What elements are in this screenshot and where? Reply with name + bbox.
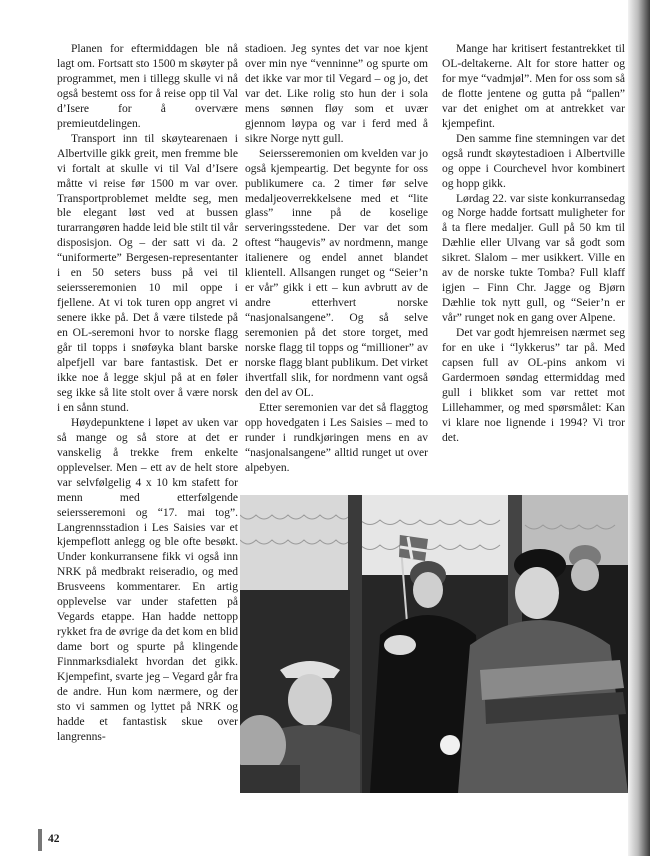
page-number-marker bbox=[38, 829, 42, 851]
paragraph: Transport inn til skøytearenaen i Albertville gikk greit, men fremme ble vi fortalt at skulle vi til Val d’Isere måtte vi reise før 1500 m var over. Transportproblemet meldte seg, men ble elegant løst ved at bussen turarrangøren hadde leid ble stilt til vår disposisjon. Og – der satt vi da. 2 “uniformerte” Bergesen-representanter i en 50 seters buss på vei til seiersseremonien 10 mil oppe i fjellene. At vi tok turen opp angret vi senere ikke på. Det å være tilstede på en OL-seremoni hvor to norske flagg går til topps i snøføyka blant barske alpefjell var bare fantastisk. Det er ikke noe å legge skjul på at en føler seg ikke så lite stolt over å være norsk i en sånn stund. bbox=[57, 132, 238, 414]
paragraph: Seiersseremonien om kvelden var jo også kjempeartig. Det begynte for oss publikumere ca. 2 timer før selve medaljeoverrekkelsene med et “lite glass” inne på de koselige serveringsstedene. Der var det som oftest “haugevis” av nordmenn, mange italienere og endel annet blandet klientell. Allsangen runget og “Seier’n er vår” gikk i ett – kun avbrutt av de andre etterhvert norske “nasjonalsangene”. Og så selve seremonien på det store torget, med norske flagg til topps og “millioner” av norske flagg blant publikum. Det virket ihvertfall slik, for nordmenn vant også den del av OL. bbox=[245, 147, 428, 399]
page-edge-shadow bbox=[628, 0, 650, 856]
paragraph: Det var godt hjemreisen nærmet seg for en uke i “lykkerus” tar på. Med capsen full av OL-pins ankom vi Gardermoen søndag ettermiddag med gull i blikket som var rettet mot Lillehammer, og med spørsmålet: Kan vi klare noe lignende i 1994? Vi tror det. bbox=[442, 327, 625, 444]
article-column-2 bbox=[245, 42, 428, 476]
paragraph: Høydepunktene i løpet av uken var så mange og så store at det er vanskelig å trekke frem enkelte opplevelser. Men – ett av de helt store var selvfølgelig 4 x 10 km stafett for menn med etterfølgende seiersseremoni og “17. mai tog”. Langrennsstadion i Les Saisies var et kjempeflott anlegg og ble ofte besøkt. Under konkurransene fikk vi også inn NRK på medbrakt reiseradio, og med Brusveens kommentarer. En artig opplevelse var under stafetten på Vegards etappe. Han hadde nettopp rykket fra de øvrige da det kom en blid dame bort og spurte på klingende Finnmarksdialekt hvordan det gikk. Kjempefint, svarte jeg – Vegard går fra de andre. Hun kom nærmere, og der sto vi sammen og lyttet på NRK og hadde et fantastisk skue over langrenns- bbox=[57, 416, 238, 743]
article-column-3 bbox=[442, 42, 625, 446]
paragraph: Lørdag 22. var siste konkurransedag og Norge hadde fortsatt muligheter for å ta flere medaljer. Gull på 50 km til Dæhlie eller Ulvang var så godt som sikret. Slalom – mer usikkert. Ville en av de norske tukte Tomba? Full klaff igjen – Finn Chr. Jagge og Bjørn Dæhlie tok nytt gull, og “Seier’n er vår” runget nok en gang over Alpene. bbox=[442, 192, 625, 325]
celebration-photo bbox=[240, 495, 628, 793]
paragraph: Planen for eftermiddagen ble nå lagt om. Fortsatt sto 1500 m skøyter på programmet, men i tillegg skulle vi nå også bestemt oss for å reise opp til Val d’Isere for å overvære premieutdelingen. bbox=[57, 43, 238, 130]
article-column-1 bbox=[57, 42, 238, 745]
photo-illustration bbox=[240, 495, 628, 793]
paragraph: Etter seremonien var det så flaggtog opp hovedgaten i Les Saisies – med to runder i rundkjøringen mens en av “nasjonalsangene” alltid runget ut over alpebyen. bbox=[245, 401, 428, 474]
paragraph: stadioen. Jeg syntes det var noe kjent over min nye “venninne” og spurte om det ikke var mor til Vegard – og jo, det var det. Like rolig sto hun der i sola mens sønnen fløy som et uvær gjennom løypa og var i ferd med å sikre Norge nytt gull. bbox=[245, 43, 428, 145]
page-number: 42 bbox=[48, 833, 60, 845]
paragraph: Den samme fine stemningen var det også rundt skøytestadioen i Albertville og oppe i Courchevel hvor kombinert og hopp gikk. bbox=[442, 132, 625, 190]
paragraph: Mange har kritisert festantrekket til OL-deltakerne. Alt for store hatter og for mye “vadmjøl”. Men for oss som så de flotte jentene og gutta på “pallen” var det enighet om at antrekket var kjempefint. bbox=[442, 43, 625, 130]
